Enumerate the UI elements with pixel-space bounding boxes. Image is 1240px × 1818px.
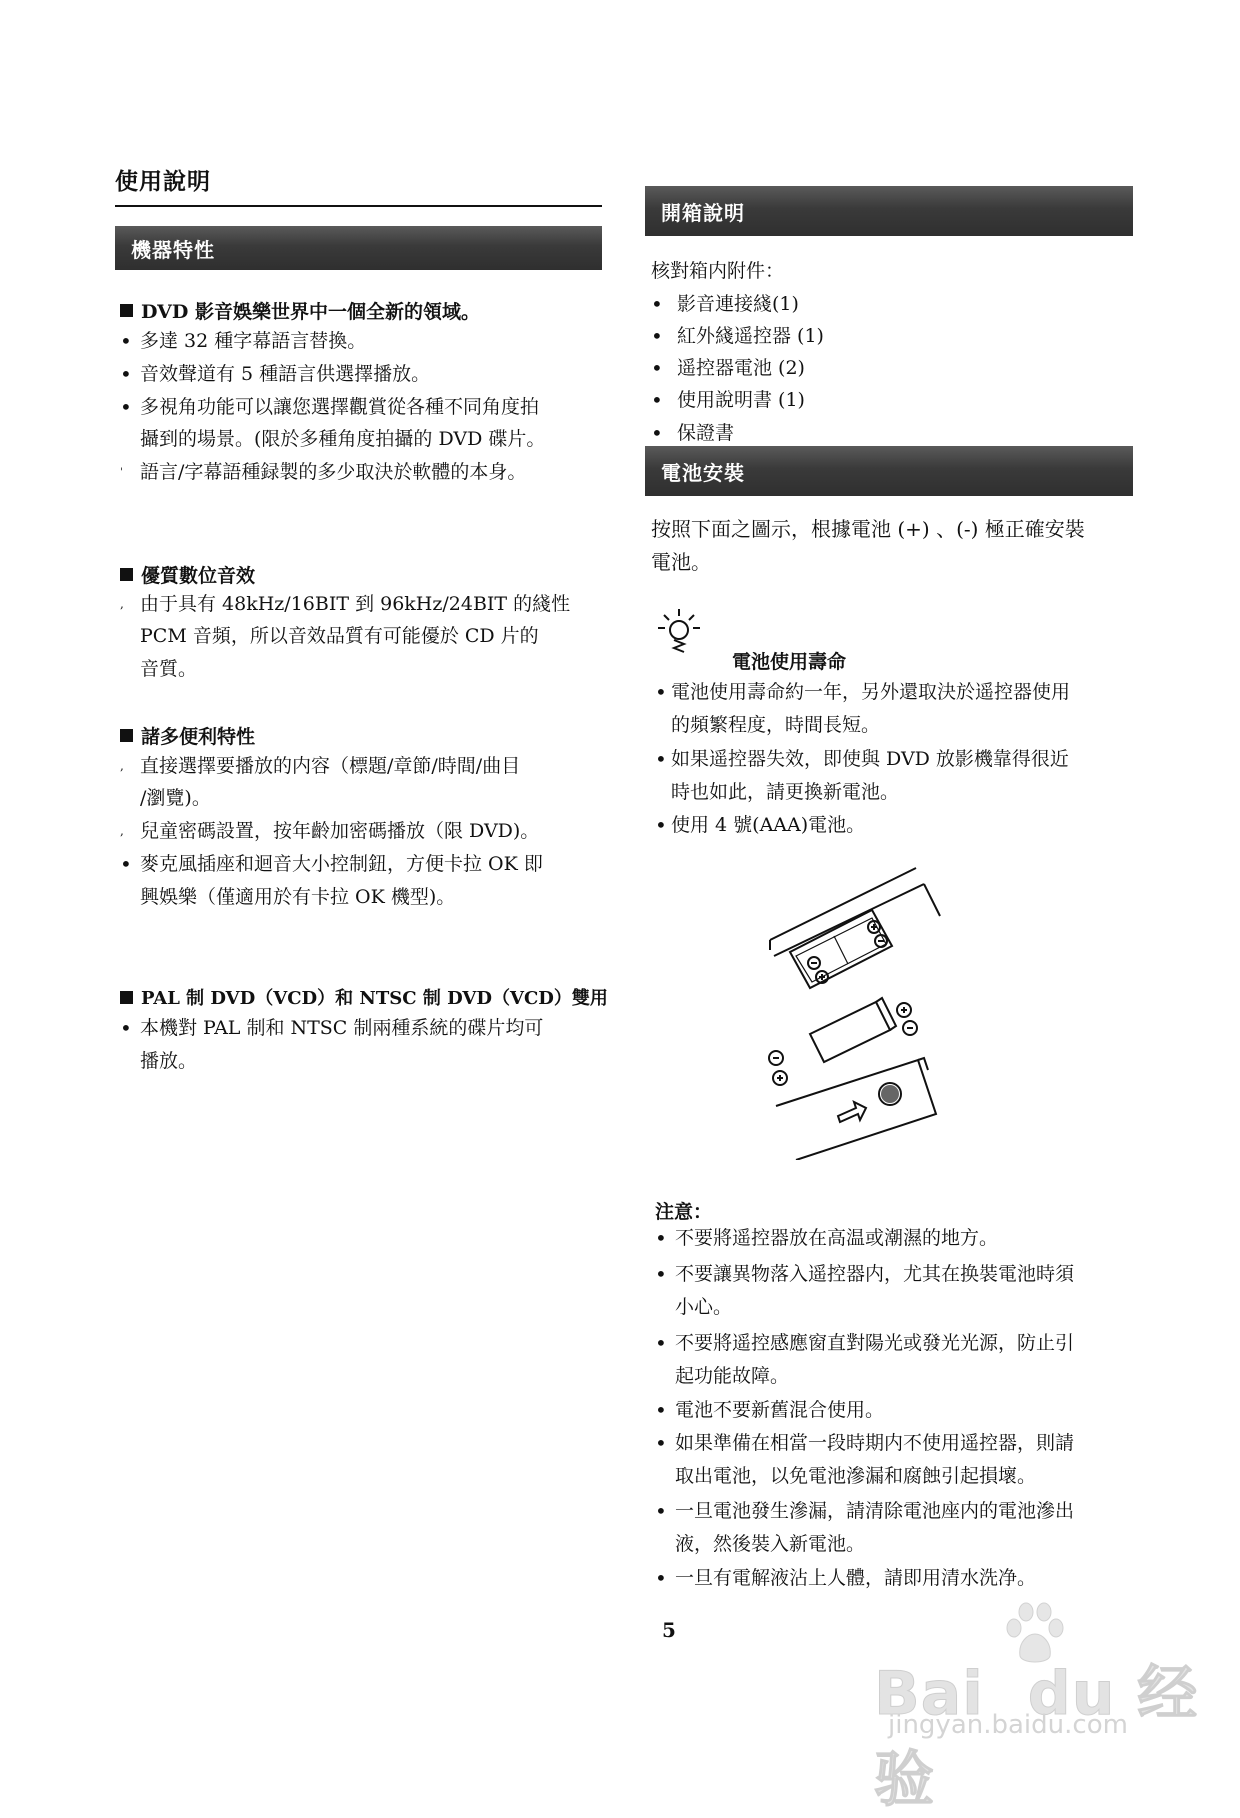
title-rule [115, 205, 602, 207]
square-bullet-icon [120, 991, 133, 1004]
list-item-continuation: 時也如此，請更換新電池。 [671, 781, 900, 803]
lightbulb-icon [655, 606, 705, 664]
list-item-continuation: 液，然後裝入新電池。 [675, 1533, 866, 1555]
list-item: • 一旦電池發生滲漏，請清除電池座内的電池滲出 [655, 1499, 1075, 1523]
feature-heading-convenience: 諸多便利特性 [120, 722, 255, 749]
list-item: • 保證書 [651, 421, 735, 445]
square-bullet-icon [120, 729, 133, 742]
battery-installation-illustration [768, 860, 1008, 1160]
list-item-continuation: 音質。 [140, 658, 198, 680]
list-item-continuation: 取出電池，以免電池滲漏和腐蝕引起損壞。 [675, 1465, 1037, 1487]
list-item: • 使用說明書 (1) [651, 388, 805, 412]
list-item: • 音效聲道有 5 種語言供選擇播放。 [120, 362, 431, 386]
unboxing-intro: 核對箱内附件： [651, 260, 785, 282]
baidu-watermark: Bai du 经验 jingyan.baidu.com [850, 1598, 1230, 1748]
list-item: • 電池不要新舊混合使用。 [655, 1398, 885, 1422]
list-item: • 多達 32 種字幕語言替換。 [120, 329, 367, 353]
list-item: • 不要將遥控感應窗直對陽光或發光光源，防止引 [655, 1331, 1075, 1355]
caution-title: 注意： [655, 1201, 713, 1223]
list-item: • 影音連接綫(1) [651, 292, 799, 316]
list-item-continuation: 小心。 [675, 1296, 733, 1318]
list-item-continuation: 的頻繁程度，時間長短。 [671, 714, 881, 736]
list-item: • 遥控器電池 (2) [651, 356, 805, 380]
list-item-continuation: 興娛樂（僅適用於有卡拉 OK 機型)。 [140, 886, 456, 908]
list-item-continuation: /瀏覽)。 [140, 787, 211, 809]
list-item: , 直接選擇要播放的内容（標題/章節/時間/曲目 [120, 755, 521, 777]
list-item-continuation: PCM 音頻，所以音效品質有可能優於 CD 片的 [140, 625, 539, 647]
list-item: • 不要將遥控器放在高温或潮濕的地方。 [655, 1226, 999, 1250]
feature-heading-pal-ntsc: PAL 制 DVD（VCD）和 NTSC 制 DVD（VCD）雙用 [120, 984, 608, 1010]
list-item: , 兒童密碼設置，按年齡加密碼播放（限 DVD)。 [120, 820, 540, 842]
feature-heading-audio: 優質數位音效 [120, 561, 255, 588]
feature-heading-dvd: DVD 影音娛樂世界中一個全新的領域。 [120, 297, 480, 324]
list-item: ' 語言/字幕語種録製的多少取決於軟體的本身。 [120, 461, 527, 483]
list-item: • 使用 4 號(AAA)電池。 [655, 813, 866, 837]
square-bullet-icon [120, 304, 133, 317]
tip-title: 電池使用壽命 [732, 651, 847, 673]
list-item: • 電池使用壽命約一年，另外還取決於遥控器使用 [655, 680, 1071, 704]
section-header-battery: 電池安裝 [645, 446, 1133, 496]
list-item: • 一旦有電解液沾上人體，請即用清水洗净。 [655, 1566, 1037, 1590]
list-item: , 由于具有 48kHz/16BIT 到 96kHz/24BIT 的綫性 [120, 593, 571, 615]
list-item-continuation: 攝到的場景。(限於多種角度拍攝的 DVD 碟片。 [140, 428, 546, 450]
list-item: • 麥克風插座和迴音大小控制鈕，方便卡拉 OK 即 [120, 852, 543, 876]
list-item-continuation: 起功能故障。 [675, 1365, 790, 1387]
battery-instruction-line: 按照下面之圖示，根據電池 (+) 、(-) 極正確安裝 [651, 517, 1085, 541]
section-header-features: 機器特性 [115, 226, 602, 270]
section-header-unboxing: 開箱說明 [645, 186, 1133, 236]
page-number: 5 [662, 1618, 676, 1642]
square-bullet-icon [120, 568, 133, 581]
list-item: • 如果準備在相當一段時期内不使用遥控器，則請 [655, 1431, 1075, 1455]
page-title: 使用說明 [115, 169, 211, 195]
list-item-continuation: 播放。 [140, 1050, 198, 1072]
list-item: • 不要讓異物落入遥控器内，尤其在换裝電池時須 [655, 1262, 1075, 1286]
battery-instruction-line: 電池。 [651, 550, 711, 574]
list-item: • 如果遥控器失效，即使與 DVD 放影機靠得很近 [655, 747, 1069, 771]
list-item: • 多視角功能可以讓您選擇觀賞從各種不同角度拍 [120, 395, 540, 419]
list-item: • 紅外綫遥控器 (1) [651, 324, 824, 348]
list-item: • 本機對 PAL 制和 NTSC 制兩種系統的碟片均可 [120, 1016, 544, 1040]
